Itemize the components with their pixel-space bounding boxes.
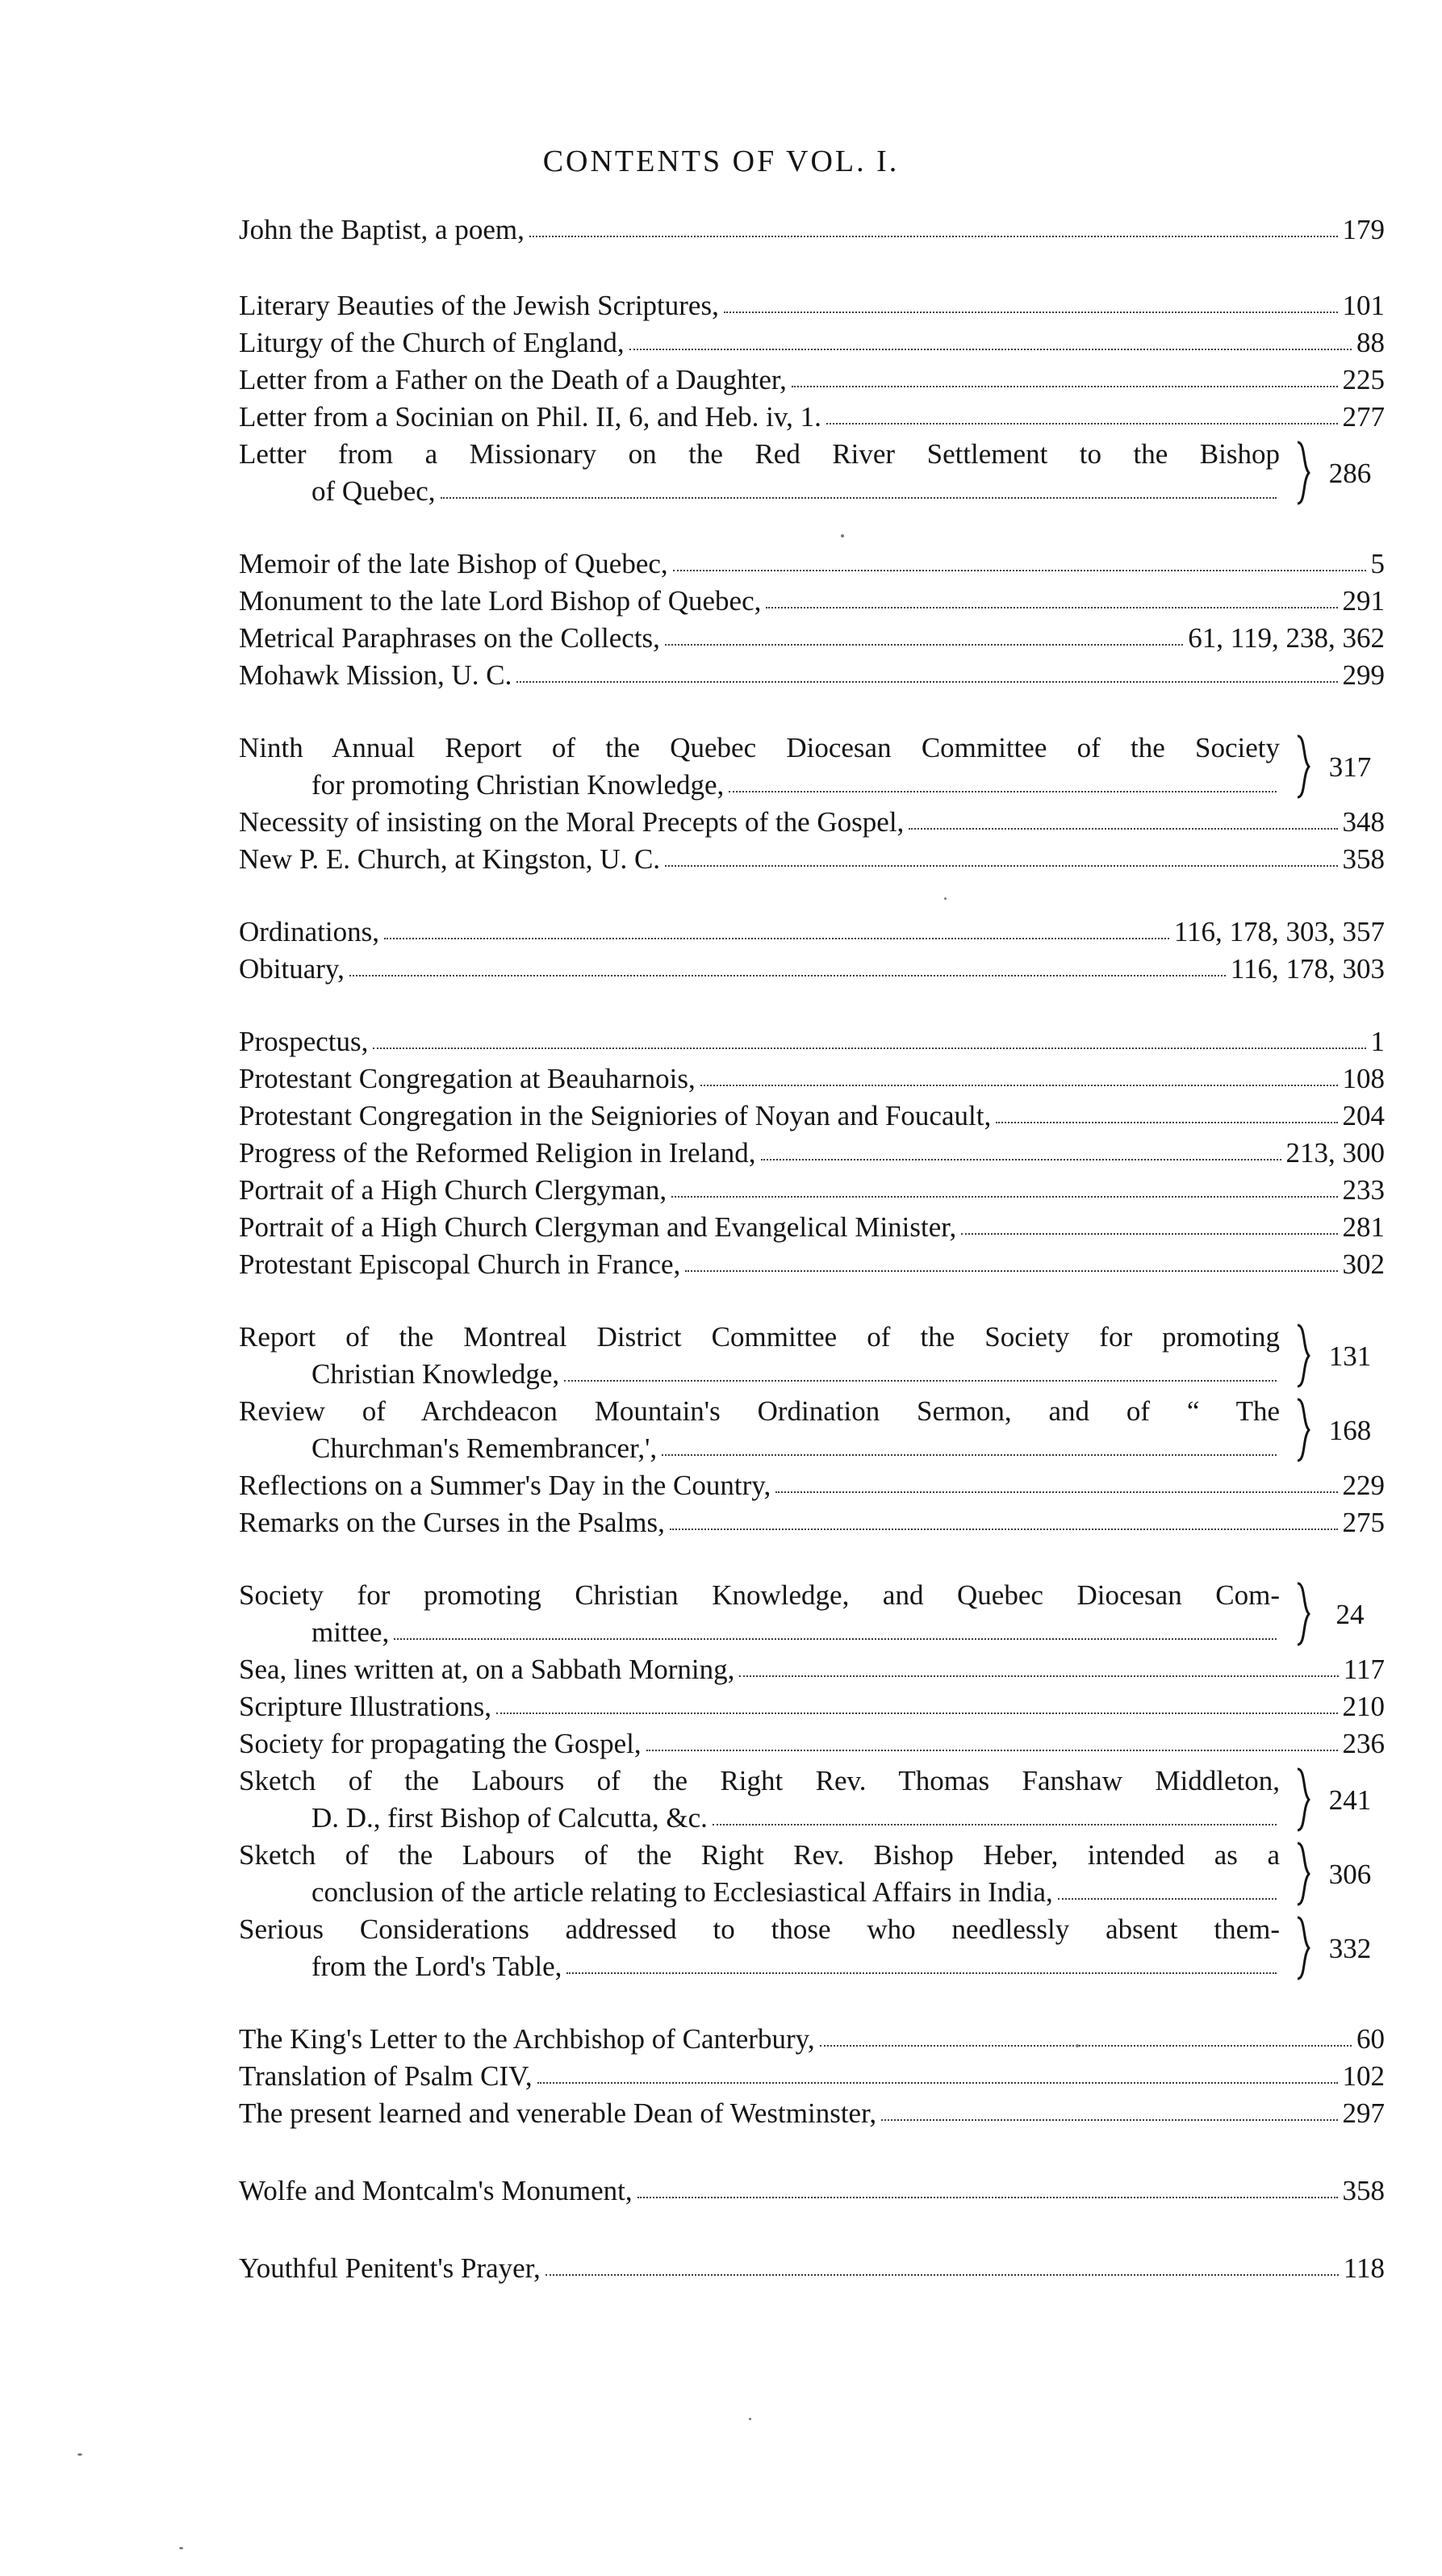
page-number: 117 — [1343, 1654, 1385, 1685]
page-number: 229 — [1342, 1470, 1385, 1501]
toc-entry — [239, 2172, 1385, 2210]
toc-group — [239, 914, 1385, 988]
toc-entry — [239, 1688, 1385, 1725]
page-number: 179 — [1342, 214, 1385, 245]
dot-leader — [961, 1227, 1337, 1235]
curly-brace-icon — [1294, 1767, 1312, 1832]
dot-leader — [671, 1190, 1337, 1198]
toc-group — [239, 546, 1385, 694]
toc-entry — [239, 211, 1385, 249]
toc-group — [239, 2250, 1385, 2287]
toc-entry — [239, 399, 1385, 436]
curly-brace-icon — [1294, 734, 1312, 799]
paper-speck — [944, 897, 947, 900]
dot-leader — [349, 968, 1226, 976]
entry-title: Letter from a Father on the Death of a Daughter, — [239, 364, 787, 395]
page-number: 225 — [1342, 364, 1385, 395]
entry-title: Obituary, — [239, 953, 345, 985]
entry-title-line1: Sketch of the Labours of the Right Rev. Thomas Fanshaw Middleton, — [239, 1765, 1280, 1796]
entry-title-line2: for promoting Christian Knowledge, — [311, 769, 725, 801]
toc-group — [239, 1577, 1385, 1985]
page-number: 24 — [1335, 1599, 1365, 1630]
toc-entry — [239, 583, 1385, 620]
toc-entry — [239, 1209, 1385, 1246]
curly-brace-icon — [1294, 441, 1312, 505]
paper-speck — [77, 2453, 82, 2456]
paper-speck — [1076, 2044, 1079, 2047]
toc-group — [239, 1023, 1385, 1283]
dot-leader — [373, 1041, 1365, 1049]
toc-entry — [239, 657, 1385, 694]
dot-leader — [384, 931, 1169, 939]
table-of-contents — [239, 211, 1385, 2287]
dot-leader — [713, 1817, 1277, 1825]
toc-group — [239, 1319, 1385, 1541]
page-number: 168 — [1328, 1415, 1372, 1446]
toc-group — [239, 211, 1385, 249]
page-number: 118 — [1343, 2252, 1385, 2284]
page-number: 291 — [1342, 585, 1385, 617]
dot-leader — [545, 2268, 1339, 2276]
page-number: 204 — [1342, 1100, 1385, 1131]
toc-entry — [239, 1172, 1385, 1209]
page-title: CONTENTS OF VOL. I. — [542, 144, 900, 178]
dot-leader — [516, 675, 1337, 683]
entry-title: Protestant Congregation at Beauharnois, — [239, 1063, 696, 1094]
toc-group — [239, 287, 1385, 510]
page-number: 108 — [1342, 1063, 1385, 1094]
entry-title-line2: D. D., first Bishop of Calcutta, &c. — [311, 1802, 708, 1834]
entry-title: Society for propagating the Gospel, — [239, 1728, 642, 1759]
page-number: 213, 300 — [1285, 1137, 1385, 1169]
page-number: 5 — [1370, 548, 1385, 579]
toc-entry — [239, 1725, 1385, 1763]
toc-entry — [239, 1246, 1385, 1283]
dot-leader — [665, 859, 1337, 867]
entry-title: Wolfe and Montcalm's Monument, — [239, 2175, 633, 2206]
entry-title-line1: Review of Archdeacon Mountain's Ordination Sermon, and of “ The — [239, 1395, 1280, 1427]
entry-title-line2: mittee, — [311, 1616, 390, 1648]
curly-brace-icon — [1294, 1398, 1312, 1462]
dot-leader — [881, 2113, 1337, 2121]
entry-title-line2: Christian Knowledge, — [311, 1358, 560, 1390]
dot-leader — [496, 1706, 1337, 1714]
entry-title-line1: Serious Considerations addressed to those who needlessly absent them- — [239, 1913, 1280, 1945]
page-number: 61, 119, 238, 362 — [1188, 622, 1385, 654]
page-number: 60 — [1356, 2023, 1385, 2055]
toc-entry — [239, 1504, 1385, 1541]
entry-title: Mohawk Mission, U. C. — [239, 659, 512, 691]
toc-entry — [239, 362, 1385, 399]
toc-group — [239, 2021, 1385, 2132]
toc-entry — [239, 841, 1385, 878]
page-number: 299 — [1342, 659, 1385, 691]
toc-entry — [239, 2095, 1385, 2132]
toc-entry — [239, 2021, 1385, 2058]
dot-leader — [394, 1632, 1277, 1640]
dot-leader — [566, 1966, 1277, 1974]
entry-title: John the Baptist, a poem, — [239, 214, 525, 245]
entry-title: Protestant Congregation in the Seigniories of Noyan and Foucault, — [239, 1100, 992, 1131]
page-number: 88 — [1356, 327, 1385, 358]
dot-leader — [564, 1374, 1277, 1382]
page-number: 302 — [1342, 1248, 1385, 1280]
toc-entry-multiline — [239, 730, 1385, 804]
dot-leader — [537, 2076, 1338, 2084]
entry-title: Memoir of the late Bishop of Quebec, — [239, 548, 668, 579]
page-number: 275 — [1342, 1507, 1385, 1538]
toc-entry — [239, 324, 1385, 362]
page-number: 281 — [1342, 1211, 1385, 1243]
entry-title: Youthful Penitent's Prayer, — [239, 2252, 541, 2284]
entry-title: Reflections on a Summer's Day in the Country, — [239, 1470, 771, 1501]
page-number: 277 — [1342, 401, 1385, 433]
entry-title: Literary Beauties of the Jewish Scriptures, — [239, 290, 719, 321]
dot-leader — [685, 1264, 1337, 1272]
dot-leader — [662, 1448, 1277, 1456]
entry-title: Prospectus, — [239, 1026, 369, 1057]
entry-title: Portrait of a High Church Clergyman, — [239, 1174, 667, 1206]
entry-title: Remarks on the Curses in the Psalms, — [239, 1507, 665, 1538]
toc-entry-multiline — [239, 436, 1385, 510]
dot-leader — [665, 638, 1183, 646]
dot-leader — [724, 305, 1338, 313]
dot-leader — [629, 342, 1352, 350]
toc-entry — [239, 951, 1385, 988]
page-number: 101 — [1342, 290, 1385, 321]
toc-entry — [239, 2058, 1385, 2095]
page-number: 131 — [1328, 1340, 1372, 1372]
dot-leader — [529, 229, 1338, 237]
toc-entry-multiline — [239, 1319, 1385, 1393]
toc-entry — [239, 1651, 1385, 1688]
entry-title: Liturgy of the Church of England, — [239, 327, 625, 358]
dot-leader — [826, 416, 1338, 424]
entry-title-line1: Ninth Annual Report of the Quebec Diocesan Committee of the Society — [239, 732, 1280, 763]
toc-entry — [239, 1467, 1385, 1504]
entry-title-line2: of Quebec, — [311, 475, 436, 507]
page-number: 317 — [1328, 751, 1372, 783]
dot-leader — [700, 1078, 1338, 1086]
toc-group — [239, 730, 1385, 878]
page-number: 116, 178, 303, 357 — [1173, 916, 1385, 947]
dot-leader — [761, 1152, 1281, 1160]
entry-title: Translation of Psalm CIV, — [239, 2060, 533, 2092]
dot-leader — [820, 2039, 1352, 2047]
page-number: 348 — [1342, 806, 1385, 838]
page-number: 358 — [1342, 843, 1385, 875]
toc-entry — [239, 1135, 1385, 1172]
entry-title-line1: Letter from a Missionary on the Red River Settlement to the Bishop — [239, 438, 1280, 470]
toc-entry — [239, 1060, 1385, 1098]
curly-brace-icon — [1294, 1842, 1312, 1906]
entry-title: Progress of the Reformed Religion in Ireland, — [239, 1137, 756, 1169]
paper-speck — [841, 534, 844, 537]
dot-leader — [673, 563, 1366, 571]
page-number: 358 — [1342, 2175, 1385, 2206]
page-number: 286 — [1328, 458, 1372, 489]
toc-entry — [239, 546, 1385, 583]
dot-leader — [637, 2190, 1338, 2198]
page-number: 297 — [1342, 2097, 1385, 2129]
entry-title: Metrical Paraphrases on the Collects, — [239, 622, 660, 654]
entry-title: Necessity of insisting on the Moral Precepts of the Gospel, — [239, 806, 905, 838]
curly-brace-icon — [1294, 1324, 1312, 1388]
toc-entry — [239, 1098, 1385, 1135]
toc-group — [239, 2172, 1385, 2210]
entry-title: Portrait of a High Church Clergyman and Evangelical Minister, — [239, 1211, 957, 1243]
toc-entry — [239, 1023, 1385, 1060]
entry-title: Letter from a Socinian on Phil. II, 6, and Heb. iv, 1. — [239, 401, 821, 433]
entry-title: New P. E. Church, at Kingston, U. C. — [239, 843, 661, 875]
entry-title-line2: conclusion of the article relating to Ecclesiastical Affairs in India, — [311, 1876, 1053, 1908]
dot-leader — [775, 1485, 1337, 1493]
paper-speck — [179, 2547, 183, 2549]
dot-leader — [1058, 1892, 1277, 1900]
toc-entry — [239, 2250, 1385, 2287]
curly-brace-icon — [1294, 1916, 1312, 1980]
entry-title-line1: Sketch of the Labours of the Right Rev. Bishop Heber, intended as a — [239, 1839, 1280, 1871]
toc-entry-multiline — [239, 1837, 1385, 1911]
toc-entry — [239, 804, 1385, 841]
toc-entry-multiline — [239, 1577, 1385, 1651]
dot-leader — [766, 600, 1337, 608]
page-number: 236 — [1342, 1728, 1385, 1759]
toc-entry-multiline — [239, 1763, 1385, 1837]
page-number: 102 — [1342, 2060, 1385, 2092]
dot-leader — [646, 1743, 1338, 1751]
toc-entry — [239, 620, 1385, 657]
page-number: 233 — [1342, 1174, 1385, 1206]
entry-title-line1: Report of the Montreal District Committee of the Society for promoting — [239, 1321, 1280, 1353]
dot-leader — [996, 1115, 1337, 1123]
entry-title-line2: Churchman's Remembrancer,', — [311, 1432, 658, 1464]
entry-title-line2: from the Lord's Table, — [311, 1951, 562, 1982]
entry-title: The King's Letter to the Archbishop of Canterbury, — [239, 2023, 815, 2055]
dot-leader — [792, 379, 1338, 387]
paper-speck — [749, 2418, 751, 2420]
entry-title: Ordinations, — [239, 916, 380, 947]
dot-leader — [909, 822, 1337, 830]
page-number: 1 — [1370, 1026, 1385, 1057]
entry-title: Sea, lines written at, on a Sabbath Morning, — [239, 1654, 735, 1685]
toc-entry — [239, 287, 1385, 324]
entry-title: Scripture Illustrations, — [239, 1691, 492, 1722]
dot-leader — [729, 784, 1277, 792]
page-number: 332 — [1328, 1933, 1372, 1964]
page-number: 241 — [1328, 1784, 1372, 1816]
entry-title: Protestant Episcopal Church in France, — [239, 1248, 681, 1280]
toc-entry-multiline — [239, 1393, 1385, 1467]
page-number: 116, 178, 303 — [1230, 953, 1385, 985]
curly-brace-icon — [1294, 1582, 1312, 1646]
toc-entry-multiline — [239, 1911, 1385, 1985]
dot-leader — [739, 1669, 1338, 1677]
dot-leader — [670, 1522, 1338, 1530]
toc-entry — [239, 914, 1385, 951]
entry-title: Monument to the late Lord Bishop of Quebec, — [239, 585, 762, 617]
dot-leader — [441, 491, 1277, 499]
page-number: 306 — [1328, 1859, 1372, 1890]
page-number: 210 — [1342, 1691, 1385, 1722]
entry-title: The present learned and venerable Dean of Westminster, — [239, 2097, 877, 2129]
entry-title-line1: Society for promoting Christian Knowledge, and Quebec Diocesan Com- — [239, 1579, 1280, 1611]
